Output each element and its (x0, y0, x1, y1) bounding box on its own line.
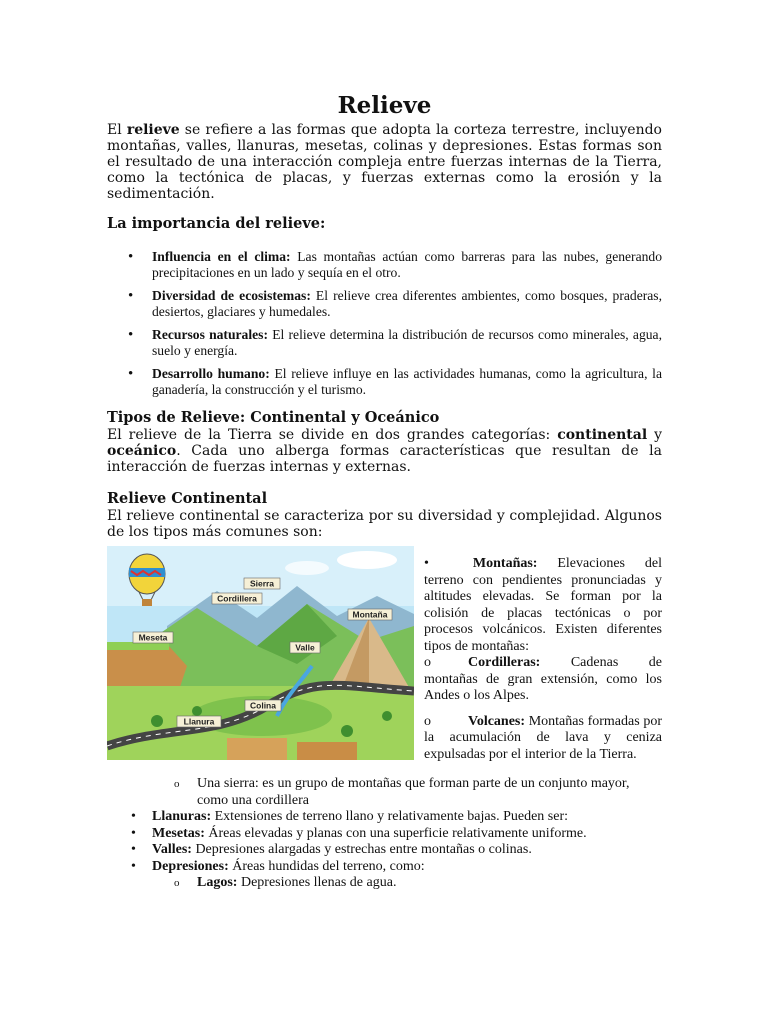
intro-text-start: El (107, 122, 127, 138)
lower-list (107, 776, 662, 892)
tipos-text: y (647, 427, 662, 443)
tipos-paragraph (107, 427, 662, 475)
tipos-heading: Tipos de Relieve: Continental y Oceánico (107, 409, 440, 426)
label-colina: Colina (250, 700, 276, 711)
valles-text: Depresiones alargadas y estrechas entre montañas o colinas. (191, 842, 532, 857)
figure-row (107, 546, 662, 776)
cordilleras-item (424, 655, 662, 705)
label-cordillera: Cordillera (217, 593, 257, 604)
intro-bold-term: relieve (126, 122, 180, 138)
mesetas-term: Mesetas: (152, 825, 205, 841)
cordilleras-term: Cordilleras: (468, 655, 541, 670)
depresiones-term: Depresiones: (152, 858, 229, 874)
document-page (107, 92, 662, 892)
importance-item (107, 327, 662, 359)
montanas-item (424, 556, 662, 655)
label-llanura: Llanura (183, 716, 215, 727)
importance-term: Recursos naturales: (152, 327, 268, 342)
importance-term: Desarrollo humano: (152, 366, 270, 381)
importance-text: El relieve determina la distribución de recursos como minerales, agua, suelo y energía. (152, 327, 662, 358)
importance-text: Las montañas actúan como barreras para las nubes, generando precipitaciones en un lado y sequía en el otro. (152, 249, 663, 280)
cordilleras-text: Cadenas de montañas de gran extensión, como los Andes o los Alpes. (424, 655, 662, 703)
depresiones-text: Áreas hundidas del terreno, como: (228, 858, 425, 874)
label-montana: Montaña (352, 609, 388, 620)
importance-term: Influencia en el clima: (152, 249, 291, 264)
llanuras-term: Llanuras: (152, 809, 212, 824)
mesetas-item (107, 826, 662, 843)
mesetas-text: Áreas elevadas y planas con una superficie relativamente uniforme. (204, 825, 587, 841)
montanas-term: Montañas: (472, 556, 538, 571)
label-meseta: Meseta (138, 632, 168, 643)
tipos-bold-oceanico: oceánico (107, 443, 177, 459)
montanas-text: Elevaciones del terreno con pendientes pronunciadas y altitudes elevadas. Se forman por la colisión de placas tectónicas o por procesos volcánicos. Existen diferentes tipos de montañas: (424, 556, 662, 654)
importance-item (107, 249, 662, 281)
sierra-item: o Una sierra: es un grupo de montañas que forman parte de un conjunto mayor, como una cordillera (107, 776, 662, 809)
tipos-bold-continental: continental (557, 427, 648, 443)
relief-illustration (107, 546, 414, 760)
importance-text: El relieve influye en las actividades humanas, como la agricultura, la ganadería, la construcción y el turismo. (152, 366, 662, 397)
intro-paragraph (107, 122, 662, 202)
importance-item (107, 288, 662, 320)
lagos-term: Lagos: (197, 875, 238, 890)
importance-term: Diversidad de ecosistemas: (152, 288, 311, 303)
side-column (424, 556, 662, 763)
lagos-item (107, 875, 662, 892)
sub-bullet-glyph: o (424, 713, 431, 729)
llanuras-item (107, 809, 662, 826)
bullet-glyph: • (424, 556, 429, 571)
valles-term: Valles: (152, 842, 192, 857)
page-title: Relieve (337, 92, 432, 119)
depresiones-item (107, 859, 662, 876)
intro-text-rest: se refiere a las formas que adopta la corteza terrestre, incluyendo montañas, valles, llanuras, mesetas, colinas y depresiones. Estas formas son el resultado de una interacción compleja entre fuerzas internas de la Tierra, como la tectónica de placas, y fuerzas externas como la erosión y la sedimentación. (107, 122, 662, 202)
label-valle: Valle (295, 642, 315, 653)
tipos-text: . Cada uno alberga formas características que resultan de la interacción de fuerzas internas y externas. (107, 443, 662, 475)
continental-heading: Relieve Continental (107, 490, 268, 507)
llanuras-text: Extensiones de terreno llano y relativamente bajas. Pueden ser: (211, 809, 569, 824)
label-sierra: Sierra (249, 578, 275, 589)
importance-text: El relieve crea diferentes ambientes, como bosques, praderas, desiertos, glaciares y humedales. (152, 288, 662, 319)
lagos-text: Depresiones llenas de agua. (237, 875, 397, 890)
sub-bullet-glyph: o (424, 655, 431, 670)
importance-item (107, 366, 662, 398)
volcanes-term: Volcanes: (468, 713, 526, 729)
importance-list (107, 249, 662, 398)
importance-heading: La importancia del relieve: (107, 215, 326, 232)
tipos-text: El relieve de la Tierra se divide en dos grandes categorías: (107, 427, 558, 443)
valles-item (107, 842, 662, 859)
continental-paragraph: El relieve continental se caracteriza por su diversidad y complejidad. Algunos de los tipos más comunes son: (107, 508, 662, 540)
volcanes-item (424, 714, 662, 764)
volcanes-text: Montañas formadas por la acumulación de lava y ceniza expulsadas por el interior de la Tierra. (424, 713, 662, 762)
